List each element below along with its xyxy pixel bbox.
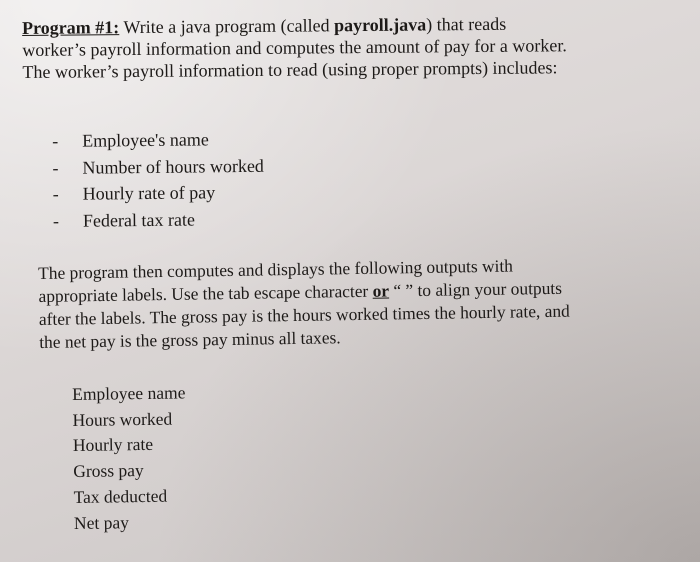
program-label: Program #1: <box>22 17 120 38</box>
input-item-label: Number of hours worked <box>82 155 264 178</box>
intro-line3: The worker’s payroll information to read (using proper prompts) includes: <box>22 57 558 82</box>
list-item <box>53 205 265 234</box>
intro-line2: worker’s payroll information and computes the amount of pay for a worker. <box>22 35 567 60</box>
output-item: Employee name <box>72 382 186 404</box>
description-paragraph <box>38 254 570 354</box>
description-line2-end: “ ” to align your outputs <box>388 277 563 301</box>
output-item: Net pay <box>73 511 130 533</box>
input-list <box>52 126 265 234</box>
description-line1: The program then computes and displays the following outputs with <box>38 255 514 283</box>
or-word: or <box>372 280 390 301</box>
output-list <box>72 380 187 536</box>
description-line3: after the labels. The gross pay is the hours worked times the hourly rate, and <box>38 300 570 329</box>
output-item: Hours worked <box>72 408 173 430</box>
list-item <box>53 179 265 208</box>
intro-paragraph <box>22 12 567 83</box>
intro-line1-end: ) that reads <box>426 13 507 35</box>
output-item: Tax deducted <box>73 485 168 507</box>
list-item <box>52 152 264 181</box>
list-item <box>52 126 264 155</box>
description-line4: the net pay is the gross pay minus all taxes. <box>39 327 341 352</box>
input-item-label: Hourly rate of pay <box>82 182 216 204</box>
output-item: Gross pay <box>73 460 144 482</box>
program-filename: payroll.java <box>333 14 427 36</box>
description-line2-start: appropriate labels. Use the tab escape character <box>38 280 373 306</box>
input-item-label: Federal tax rate <box>82 209 196 231</box>
bullet-dash: - <box>52 157 59 178</box>
bullet-dash: - <box>52 210 60 231</box>
intro-line1-text: Write a java program (called <box>119 15 335 38</box>
input-item-label: Employee's name <box>82 129 209 151</box>
bullet-dash: - <box>52 130 59 151</box>
output-item: Hourly rate <box>72 434 154 456</box>
bullet-dash: - <box>52 183 59 204</box>
